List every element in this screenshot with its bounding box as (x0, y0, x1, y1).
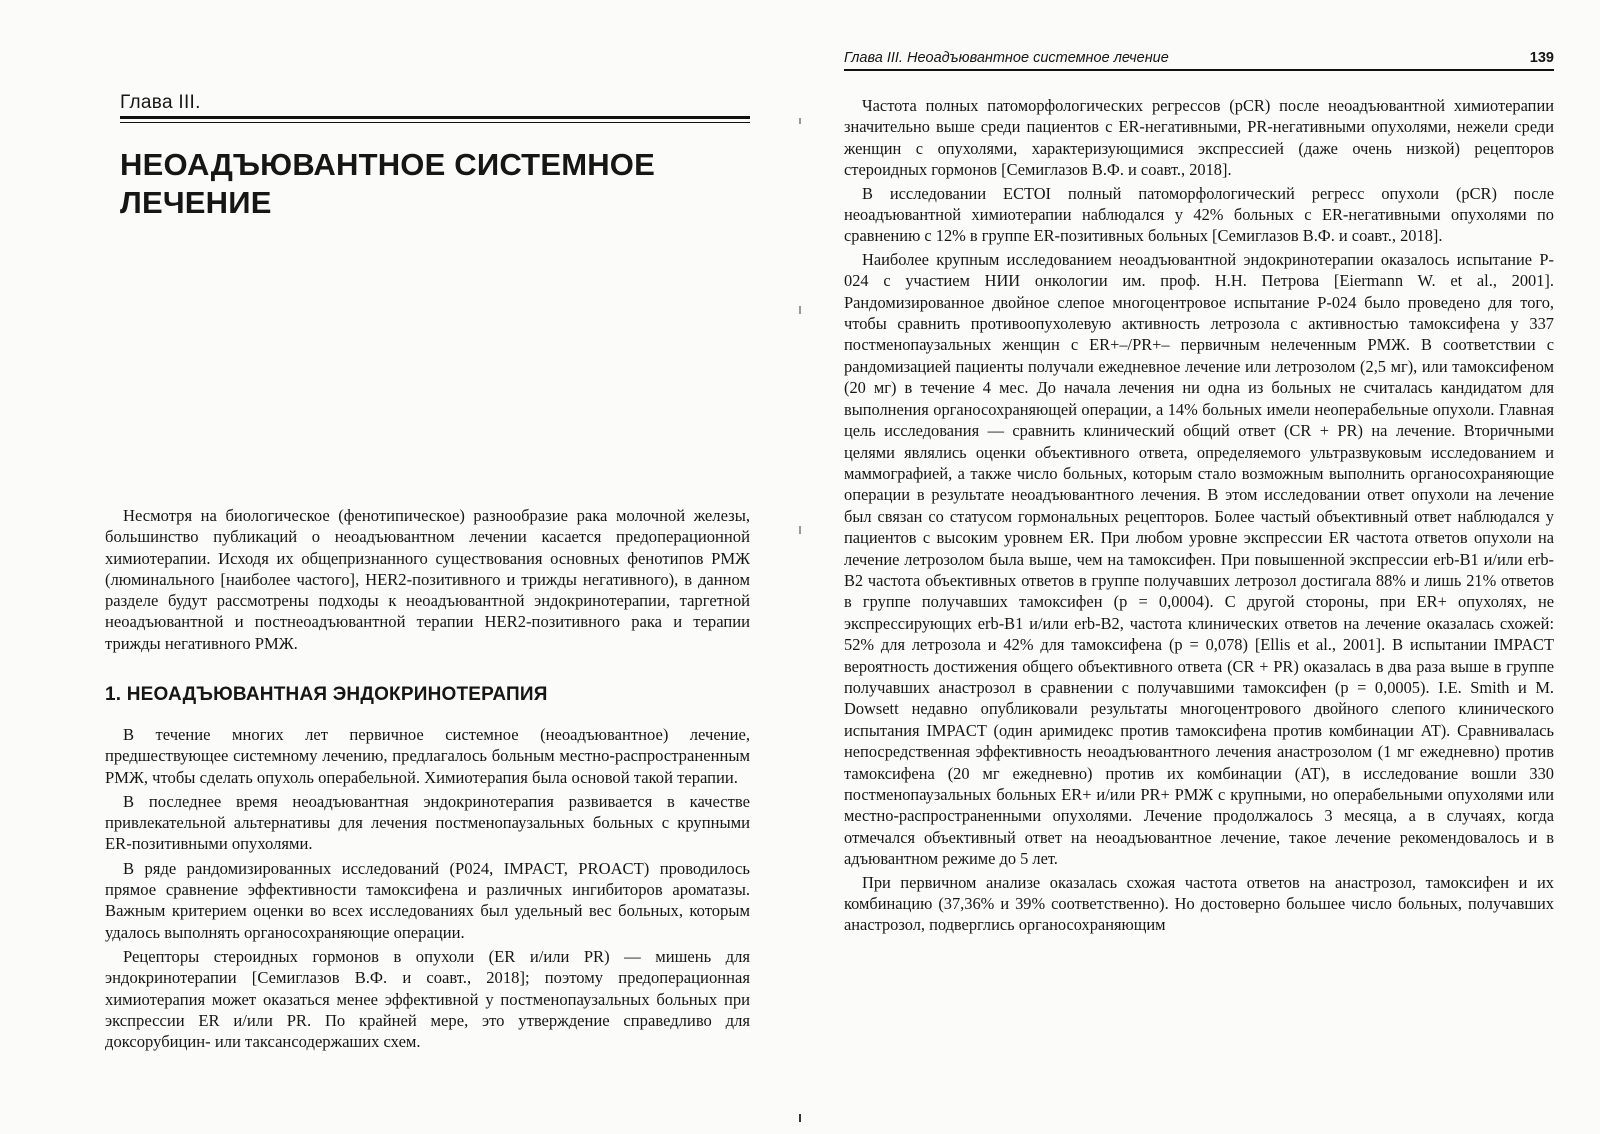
right-body (844, 95, 1554, 938)
page-number: 139 (1529, 50, 1554, 66)
right-page (800, 0, 1600, 1134)
running-header-rule (844, 69, 1554, 71)
chapter-rule (120, 116, 750, 119)
body-paragraph: В исследовании ECTOI полный патоморфологический регресс опухоли (pCR) после неоадъювантной химиотерапии наблюдался у 42% больных с ER-негативными опухолями по сравнению с 12% в группе ER-позитивных больных [Семиглазов В.Ф. и соавт., 2018]. (844, 183, 1554, 246)
body-paragraph: При первичном анализе оказалась схожая частота ответов на анастрозол, тамоксифен и их комбинацию (37,36% и 39% соответственно). Но достоверно большее число больных, получавших анастрозол, подверглись органосохраняющим (844, 872, 1554, 935)
intro-paragraph: Несмотря на биологическое (фенотипическое) разнообразие рака молочной железы, большинство публикаций о неоадъювантном лечении касается предоперационной химиотерапии. Исходя их общепризнанного существования основных фенотипов РМЖ (люминального [наиболее частого], HER2-позитивного и трижды негативного), в данном разделе будут рассмотрены подходы к неоадъювантной эндокринотерапии, таргетной неоадъювантной и постнеоадъювантной терапии HER2-позитивного рака и терапии трижды негативного РМЖ. (105, 506, 750, 653)
left-body (105, 724, 750, 1055)
body-paragraph: Наиболее крупным исследованием неоадъювантной эндокринотерапии оказалось испытание P-024 с участием НИИ онкологии им. проф. Н.Н. Петрова [Eiermann W. et al., 2001]. Рандомизированное двойное слепое многоцентровое испытание P-024 было проведено для того, чтобы сравнить противоопухолевую активность летрозола с активностью тамоксифена у 337 постменопаузальных женщин с ER+–/PR+– первичным нелеченным РМЖ. В соответствии с рандомизацией пациенты получали ежедневное лечение или летрозолом (2,5 мг), или тамоксифеном (20 мг) в течение 4 мес. До начала лечения ни одна из больных не считалась кандидатом для выполнения органосохраняющей операции, а 14% больных имели неоперабельные опухоли. Главная цель исследования — сравнить клинический общий ответ (CR + PR) на лечение. Вторичными целями являлись оценки объективного ответа, определяемого ультразвуковым исследованием и маммографией, а также число больных, которым стало возможным выполнить органосохраняющие операции в результате неоадъювантного лечения. В этом исследовании ответ опухоли на лечение был связан со статусом гормональных рецепторов. Более частый объективный ответ наблюдался у пациентов с высоким уровнем ER. При любом уровне экспрессии ER частота ответов опухоли на лечение летрозолом была выше, чем на тамоксифен. При повышенной экспрессии erb-B1 и/или erb-B2 частота объективных ответов в группе получавших летрозол достигала 88% и лишь 21% ответов в группе получавших тамоксифен (p = 0,0004). С другой стороны, при ER+ опухолях, не экспрессирующих erb-B1 и/или erb-B2, частота клинических ответов на лечение оказалась схожей: 52% для летрозола и 42% для тамоксифена (p = 0,078) [Ellis et al., 2001]. В испытании IMPACT вероятность достижения общего объективного ответа (CR + PR) оказалась в два раза выше в группе получавших анастрозол в сравнении с получавшими тамоксифен (p = 0,0005). I.E. Smith и M. Dowsett недавно опубликовали результаты многоцентрового двойного слепого клинического испытания IMPACT (один аримидекс против тамоксифена против комбинации AT). Сравнивалась непосредственная эффективность неоадъювантного лечения анастрозолом (1 мг ежедневно) против тамоксифена (20 мг ежедневно) против их комбинации (AT), в исследование вошли 330 постменопаузальных больных ER+ и/или PR+ РМЖ с крупными, но операбельными опухолями или местно-распространенными опухолями. Лечение продолжалось 3 месяца, а в случаях, когда отмечался объективный ответ на неоадъювантное лечение, такое лечение рекомендовалось и в адъювантном режиме до 5 лет. (844, 249, 1554, 869)
chapter-title: НЕОАДЪЮВАНТНОЕ СИСТЕМНОЕ ЛЕЧЕНИЕ (120, 147, 655, 220)
body-paragraph: В последнее время неоадъювантная эндокринотерапия развивается в качестве привлекательной альтернативы для лечения постменопаузальных больных с крупными ER-позитивными опухолями. (105, 791, 750, 854)
body-paragraph: Частота полных патоморфологических регрессов (pCR) после неоадъювантной химиотерапии значительно выше среди пациентов с ER-негативными, PR-негативными опухолями, нежели среди женщин с опухолями, характеризующимися экспрессией (даже очень низкой) рецепторов стероидных гормонов [Семиглазов В.Ф. и соавт., 2018]. (844, 96, 1554, 180)
body-paragraph: В течение многих лет первичное системное (неоадъювантное) лечение, предшествующее системному лечению, предлагалось больным местно-распространенным РМЖ, чтобы сделать опухоль операбельной. Химиотерапия была основой такой терапии. (105, 725, 750, 787)
chapter-rule-thin (120, 122, 750, 123)
section-heading: 1. НЕОАДЪЮВАНТНАЯ ЭНДОКРИНОТЕРАПИЯ (105, 684, 548, 705)
running-header-title: Глава III. Неоадъювантное системное лечение (844, 50, 1169, 66)
body-paragraph: Рецепторы стероидных гормонов в опухоли (ER и/или PR) — мишень для эндокринотерапии [Семиглазов В.Ф. и соавт., 2018]; поэтому предоперационная химиотерапия может оказаться менее эффективной у постменопаузальных больных при экспрессии ER и/или PR. По крайней мере, это утверждение справедливо для доксорубицин- или таксансодержаших схем. (105, 946, 750, 1052)
body-paragraph: В ряде рандомизированных исследований (P024, IMPACT, PROACT) проводилось прямое сравнение эффективности тамоксифена и различных ингибиторов ароматазы. Важным критерием оценки во всех исследованиях был удельный вес больных, которым удалось выполнять органосохраняющие операции. (105, 858, 750, 942)
chapter-label: Глава III. (120, 92, 201, 113)
running-header (844, 50, 1554, 70)
